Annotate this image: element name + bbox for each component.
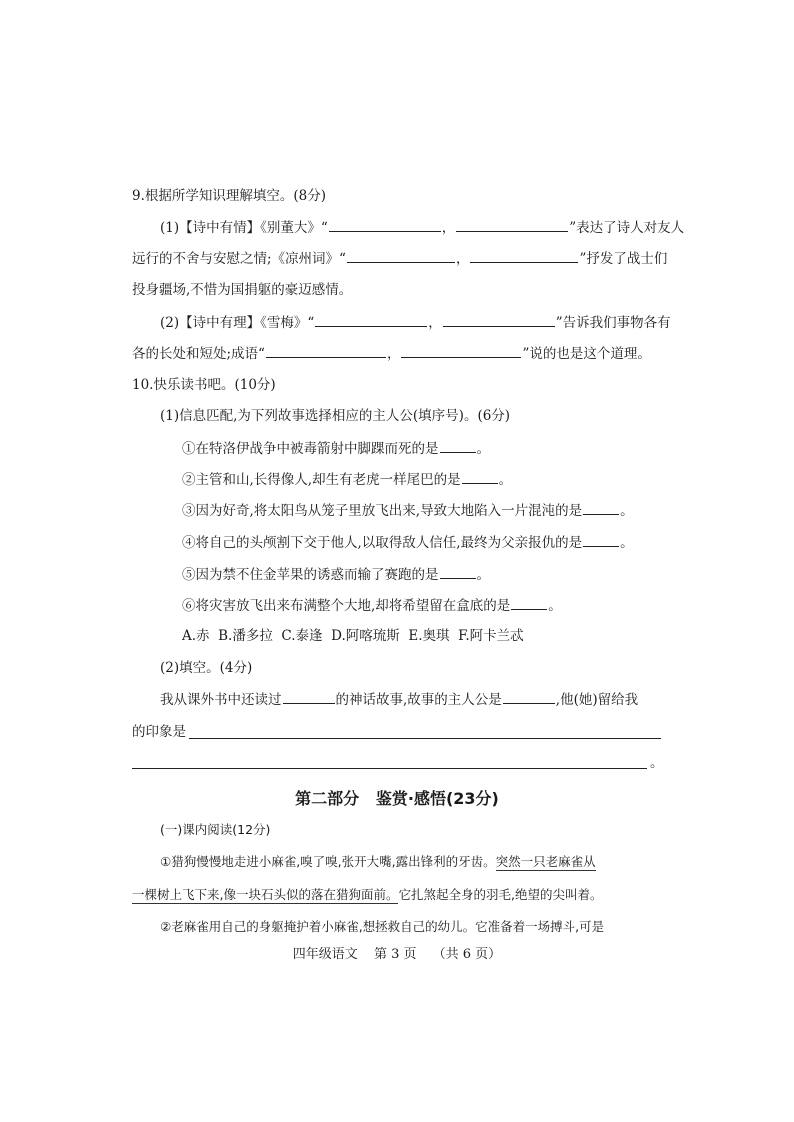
passage-text: 它扎煞起全身的羽毛,绝望的尖叫着。 (398, 887, 603, 902)
item-text: ⑥将灾害放飞出来布满整个大地,却将希望留在盒底的是 (182, 598, 511, 614)
answer-blank[interactable] (503, 690, 555, 704)
q9-part2-text: 各的长处和短处;成语“ (132, 346, 265, 362)
answer-blank[interactable] (462, 470, 498, 484)
period: 。 (620, 535, 634, 551)
period: 。 (620, 503, 634, 519)
comma: ， (441, 220, 456, 236)
passage-line-3: ②老麻雀用自己的身躯掩护着小麻雀,想拯救自己的幼儿。它准备着一场搏斗,可是 (160, 919, 605, 934)
fill-text: 的神话故事,故事的主人公是 (335, 692, 502, 708)
answer-blank[interactable] (440, 439, 476, 453)
footer-total-pages: （共 6 页） (432, 947, 502, 962)
period: 。 (650, 755, 664, 771)
answer-blank[interactable] (266, 344, 386, 358)
fill-text: 的印象是 (132, 724, 186, 740)
answer-blank[interactable] (443, 313, 555, 327)
underlined-sentence: 一棵树上飞下来,像一块石头似的落在猎狗面前。 (132, 887, 399, 902)
q10-fill-line1 (160, 690, 695, 709)
answer-blank[interactable] (440, 565, 476, 579)
q10-item-2 (182, 470, 717, 489)
q10-item-4 (182, 533, 717, 552)
answer-line[interactable] (189, 738, 661, 739)
q9-part1-tail: ”抒发了战士们 (579, 251, 668, 267)
q10-sub1: (1)信息匹配,为下列故事选择相应的主人公(填序号)。(6分) (160, 408, 511, 424)
answer-blank[interactable] (401, 344, 521, 358)
q9-part2-lead: (2)【诗中有理】《雪梅》“ (160, 315, 315, 331)
answer-blank[interactable] (283, 690, 335, 704)
passage-text: ①猎狗慢慢地走进小麻雀,嗅了嗅,张开大嘴,露出锋利的牙齿。 (160, 854, 496, 869)
underlined-sentence: 突然一只老麻雀从 (495, 854, 596, 869)
q9-part2-line1 (160, 313, 695, 332)
comma: ， (386, 346, 401, 362)
fill-text: 我从课外书中还读过 (160, 692, 282, 708)
answer-blank[interactable] (456, 218, 568, 232)
q10-sub2: (2)填空。(4分) (160, 660, 253, 676)
period: 。 (476, 567, 490, 583)
q10-item-3 (182, 501, 717, 520)
q9-part2-tail: ”告诉我们事物各有 (555, 315, 671, 331)
q10-title: 10.快乐读书吧。(10分) (132, 377, 276, 393)
q10-item-1 (182, 439, 717, 458)
footer-subject: 四年级语文 (292, 947, 358, 962)
q10-item-5 (182, 565, 717, 584)
reading-title: (一)课内阅读(12分) (160, 822, 271, 837)
fill-text: ,他(她)留给我 (555, 692, 639, 708)
period: 。 (548, 598, 562, 614)
passage-line-1 (160, 853, 695, 871)
answer-blank[interactable] (347, 249, 455, 263)
item-text: ①在特洛伊战争中被毒箭射中脚踝而死的是 (182, 441, 439, 457)
footer-page-number: 第 3 页 (373, 947, 417, 962)
q9-part1-line1 (160, 218, 695, 237)
answer-blank[interactable] (511, 596, 547, 610)
item-text: ⑤因为禁不住金苹果的诱惑而输了赛跑的是 (182, 567, 439, 583)
answer-blank[interactable] (470, 249, 578, 263)
q9-part1-lead: (1)【诗中有情】《别董大》“ (160, 220, 328, 236)
answer-blank[interactable] (583, 533, 619, 547)
section-title: 第二部分 鉴赏·感悟(23分) (295, 789, 499, 808)
q9-title: 9.根据所学知识理解填空。(8分) (132, 188, 327, 204)
q10-item-6 (182, 596, 717, 615)
comma: ， (428, 315, 442, 331)
period: 。 (498, 472, 513, 488)
item-text: ③因为好奇,将太阳鸟从笼子里放飞出来,导致大地陷入一片混沌的是 (182, 503, 583, 519)
comma: ， (455, 251, 470, 267)
answer-blank[interactable] (583, 501, 619, 515)
item-text: ④将自己的头颅割下交于他人,以取得敌人信任,最终为父亲报仇的是 (182, 535, 583, 551)
q9-part1-line3: 投身疆场,不惜为国捐躯的豪迈感情。 (132, 282, 353, 298)
answer-line[interactable] (132, 768, 647, 769)
q9-part1-line2 (132, 249, 667, 268)
q9-part1-tail: ”表达了诗人对友人 (569, 220, 685, 236)
answer-blank[interactable] (329, 218, 441, 232)
item-text: ②主管和山,长得像人,却生有老虎一样尾巴的是 (182, 472, 461, 488)
page-footer (0, 943, 794, 962)
q9-part2-line2 (132, 344, 667, 363)
q9-part1-text: 远行的不舍与安慰之情;《凉州词》“ (132, 251, 346, 267)
q10-options: A.赤 B.潘多拉 C.泰逢 D.阿喀琉斯 E.奥琪 F.阿卡兰忒 (182, 628, 524, 644)
period: 。 (476, 441, 490, 457)
passage-line-2 (132, 886, 667, 904)
answer-blank[interactable] (315, 313, 427, 327)
q9-part2-tail: ”说的也是这个道理。 (522, 346, 651, 362)
